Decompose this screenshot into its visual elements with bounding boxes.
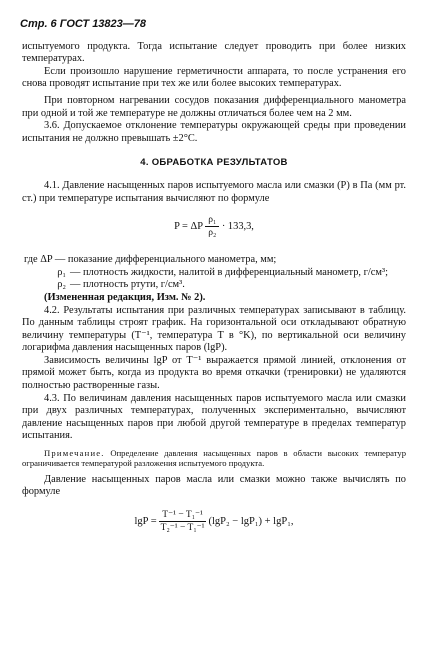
formula-fraction xyxy=(159,509,206,534)
definitions xyxy=(24,254,406,292)
definition-symbol: ρ₂ xyxy=(57,279,66,291)
definition-text: — плотность жидкости, налитой в дифференциальный манометр, г/см³; xyxy=(70,266,388,278)
formula-lhs: lgP = xyxy=(134,515,157,527)
edition-note: (Измененная редакция, Изм. № 2). xyxy=(44,291,206,303)
formula-log-pressure xyxy=(22,509,406,534)
paragraph: 4.3. По величинам давления насыщенных паров испытуемого масла или смазки при двух различных температурах, полученных экспериментально, вычисляют давление насыщенных паров при любой другой температуре в пределах температур испытания. xyxy=(22,392,406,442)
definition-rho2 xyxy=(24,279,406,292)
formula-rhs: · 133,3, xyxy=(221,221,254,233)
formula-fraction xyxy=(205,214,219,239)
document-page xyxy=(22,12,406,544)
note xyxy=(22,448,406,469)
formula-numerator: T⁻¹ − T₁⁻¹ xyxy=(159,509,206,522)
formula-pressure xyxy=(22,214,406,244)
paragraph: Если произошло нарушение герметичности аппарата, то после устранения его снова проводят испытание при тех же или более высоких температурах. xyxy=(22,65,406,90)
formula-lhs: P = ΔP xyxy=(174,221,203,233)
paragraph: 3.6. Допускаемое отклонение температуры окружающей среды при проведении испытания не должно превышать ±2°С. xyxy=(22,120,406,144)
formula-rhs: (lgP₂ − lgP₁) + lgP₁, xyxy=(208,515,294,527)
paragraph: Давление насыщенных паров масла или смазки можно также вычислять по формуле xyxy=(22,473,406,498)
formula-denominator: ρ₂ xyxy=(208,228,217,239)
paragraph: 4.1. Давление насыщенных паров испытуемого масла или смазки (P) в Па (мм рт. ст.) при температуре испытания вычисляют по формуле xyxy=(22,179,406,204)
paragraph: испытуемого продукта. Тогда испытание следует проводить при более низких температурах. xyxy=(22,40,406,65)
section-title: 4. ОБРАБОТКА РЕЗУЛЬТАТОВ xyxy=(140,157,288,169)
definition-text: — плотность ртути, г/см³. xyxy=(70,279,185,291)
definition-symbol: ρ₁ xyxy=(57,266,66,278)
formula-numerator: ρ₁ xyxy=(205,214,219,227)
definition-rho1 xyxy=(24,267,406,280)
paragraph: Зависимость величины lgP от T⁻¹ выражается прямой линией, отклонения от прямой может быть, когда из продукта во время откачки (тренировки) не удаляются полностью растворенные газы. xyxy=(22,354,406,392)
note-label: Примечание. xyxy=(44,448,105,459)
paragraph: 4.2. Результаты испытания при различных температурах записывают в таблицу. По данным таблицы строят график. На горизонтальной оси откладывают обратную величину температуры (T⁻¹, температура T в °K), по вертикальной оси величину логарифма давления насыщенных паров (lgP). xyxy=(22,304,406,354)
note-text: Определение давления насыщенных паров в области высоких температур ограничивается температурой разложения испытуемого продукта. xyxy=(22,448,406,469)
page-header: Стр. 6 ГОСТ 13823—78 xyxy=(20,18,147,30)
definition-deltap: где ΔP — показание дифференциального манометра, мм; xyxy=(24,254,277,266)
paragraph: При повторном нагревании сосудов показания дифференциального манометра при одной и той же температуре не должны отличаться более чем на 2 мм. xyxy=(22,94,406,119)
formula-denominator: T₂⁻¹ − T₁⁻¹ xyxy=(160,523,205,534)
